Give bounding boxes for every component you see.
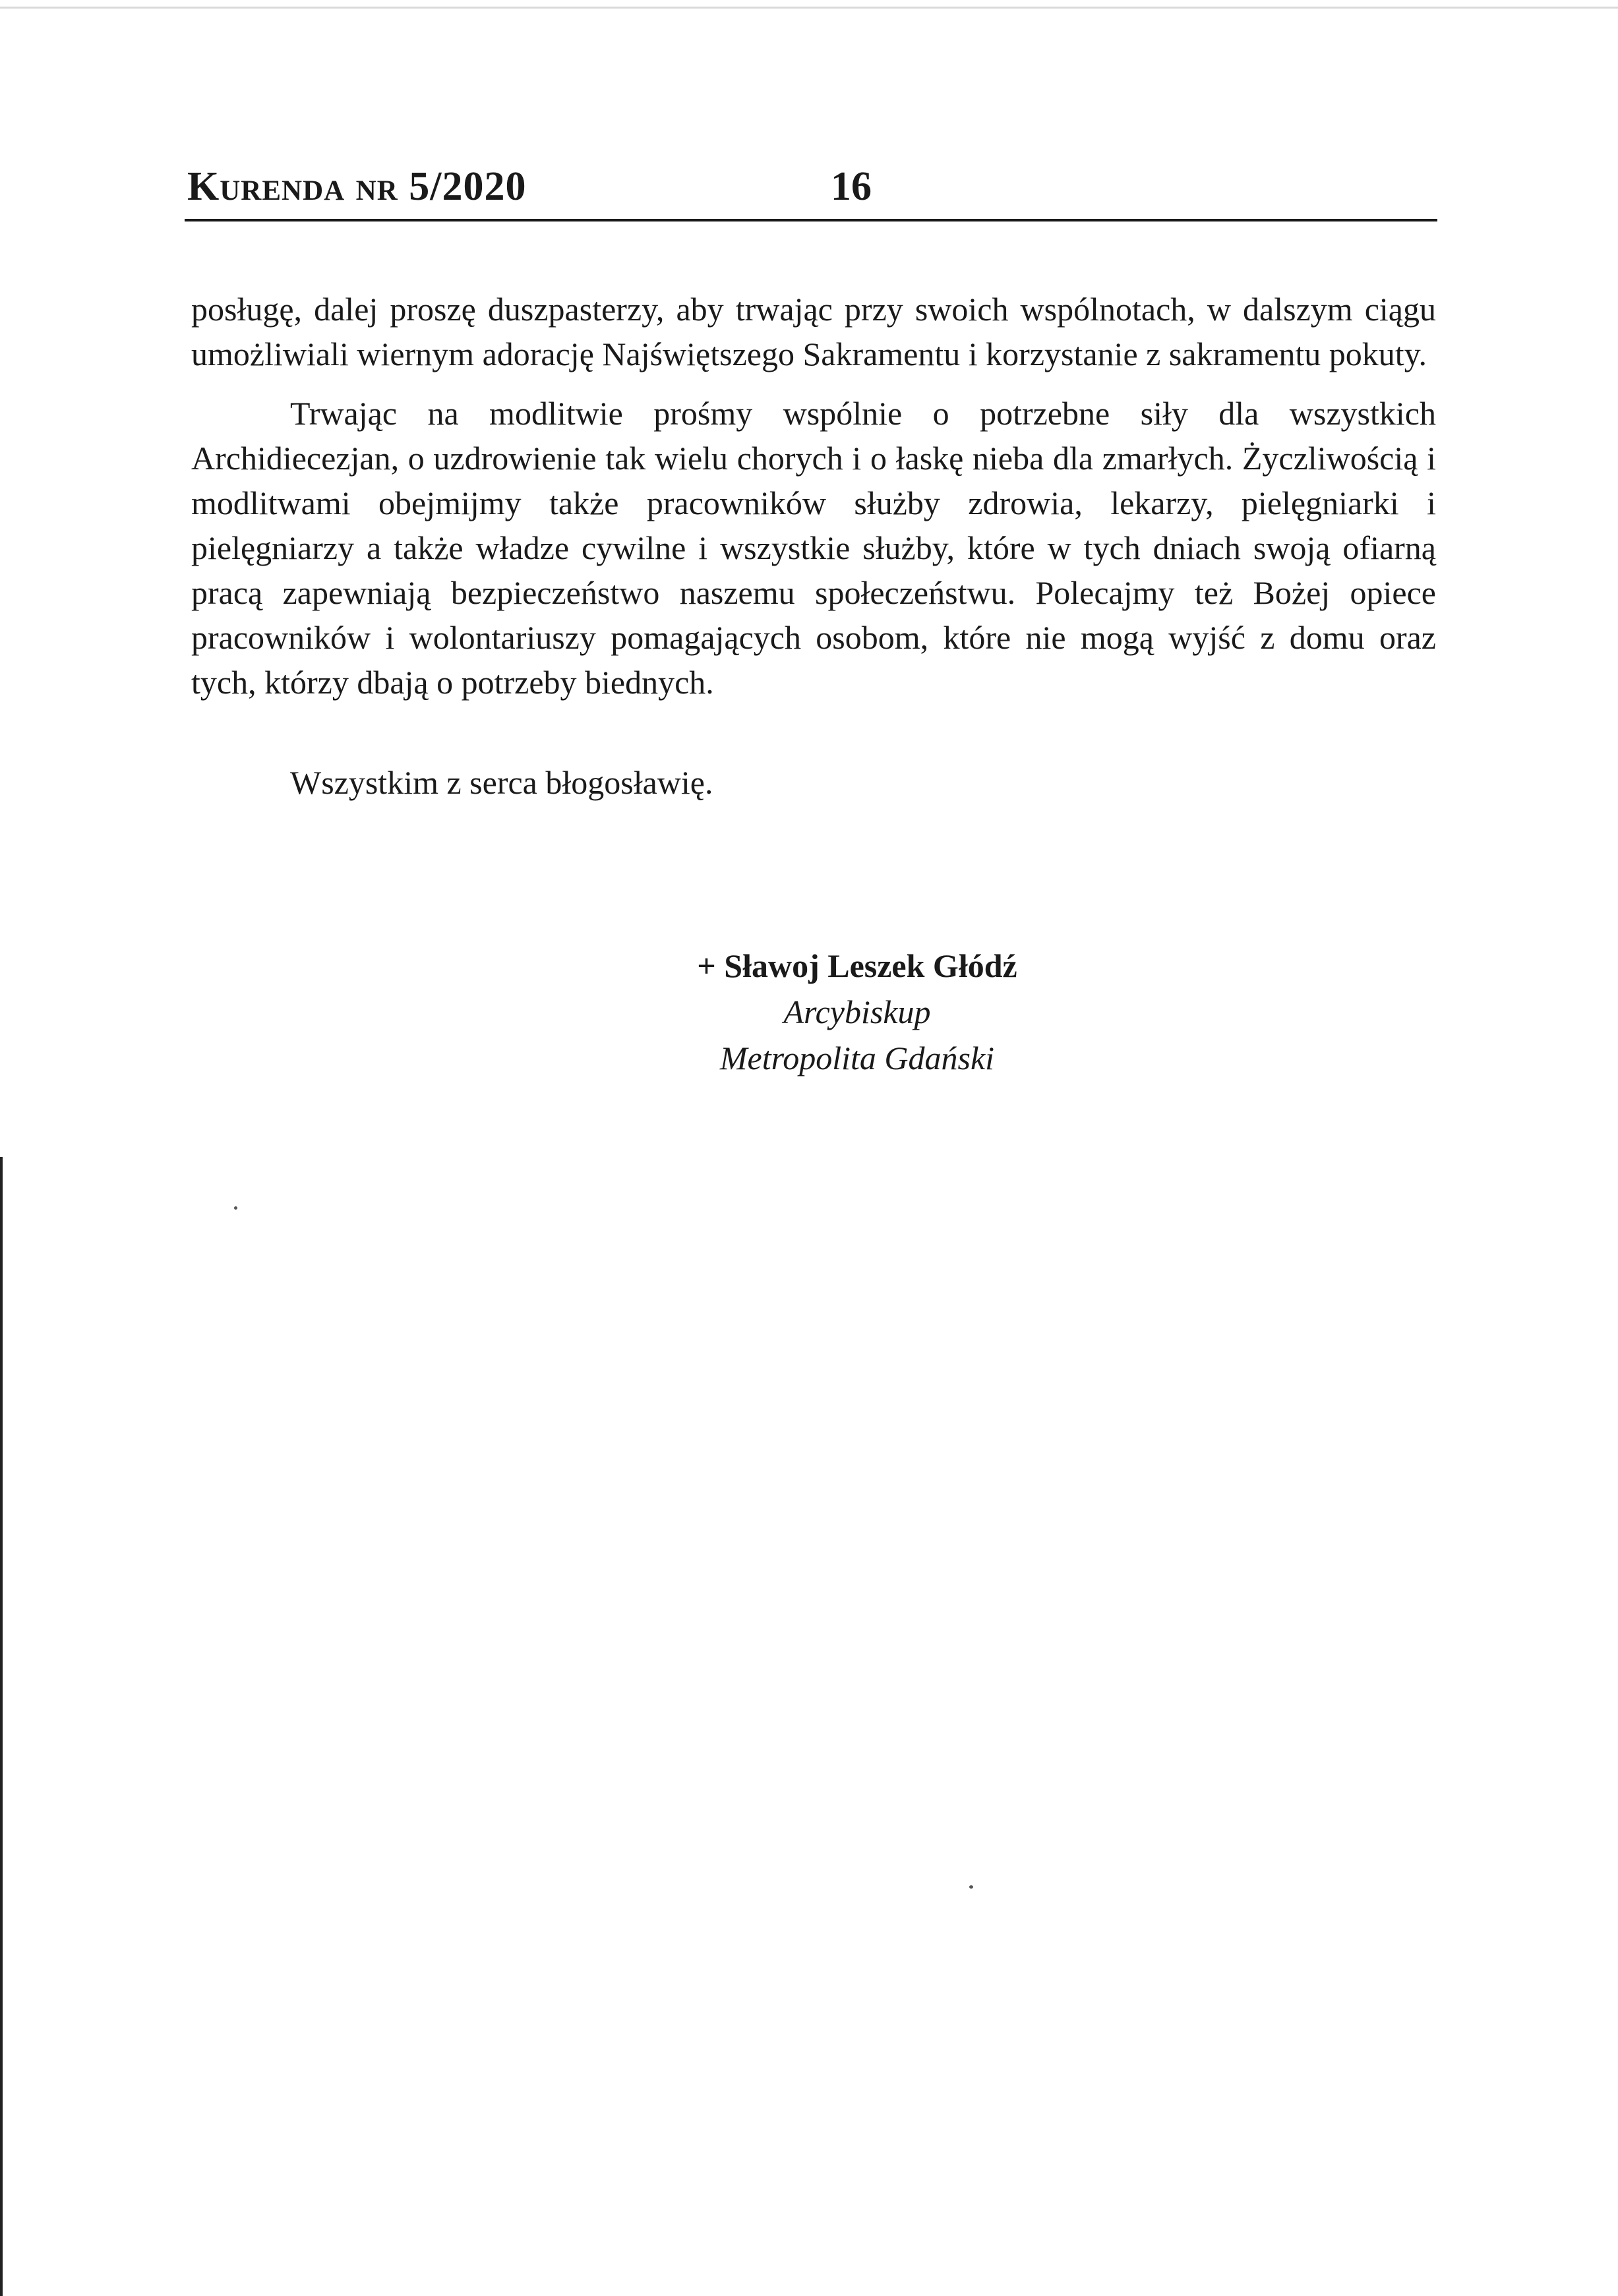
letter-body bbox=[191, 287, 1436, 805]
signatory-office: Metropolita Gdański bbox=[719, 1040, 995, 1076]
signatory-name: + Sławoj Leszek Głódź bbox=[697, 947, 1017, 984]
scan-speck bbox=[234, 1206, 237, 1210]
scan-speck bbox=[969, 1885, 973, 1889]
scan-top-line bbox=[0, 7, 1618, 9]
signatory-title: Arcybiskup bbox=[783, 993, 931, 1030]
signature-block bbox=[593, 943, 1121, 1081]
page-number: 16 bbox=[831, 164, 872, 209]
page-header bbox=[185, 158, 1437, 221]
header-title: Kurenda nr 5/2020 bbox=[187, 164, 527, 209]
paragraph-continued: posługę, dalej proszę duszpasterzy, aby trwając przy swoich wspólnotach, w dalszym ciągu umożliwiali wiernym adorację Najświętszego Sakramentu i korzystanie z sakramentu pokuty. bbox=[191, 291, 1436, 372]
paragraph-prayer: Trwając na modlitwie prośmy wspólnie o potrzebne siły dla wszystkich Archidiecezjan, o uzdrowienie tak wielu chorych i o łaskę nieba dla zmarłych. Życzliwością i modlitwami obejmijmy także pracowników służby zdrowia, lekarzy, pielęgniarki i pielęgniarzy a także władze cywilne i wszystkie służby, które w tych dniach swoją ofiarną pracą zapewniają bezpieczeństwo naszemu społeczeństwu. Polecajmy też Bożej opiece pracowników i wolontariuszy pomagających osobom, które nie mogą wyjść z domu oraz tych, którzy dbają o potrzeby biednych. bbox=[191, 395, 1436, 701]
scan-left-edge bbox=[0, 1157, 3, 2296]
closing-blessing: Wszystkim z serca błogosławię. bbox=[290, 764, 713, 801]
